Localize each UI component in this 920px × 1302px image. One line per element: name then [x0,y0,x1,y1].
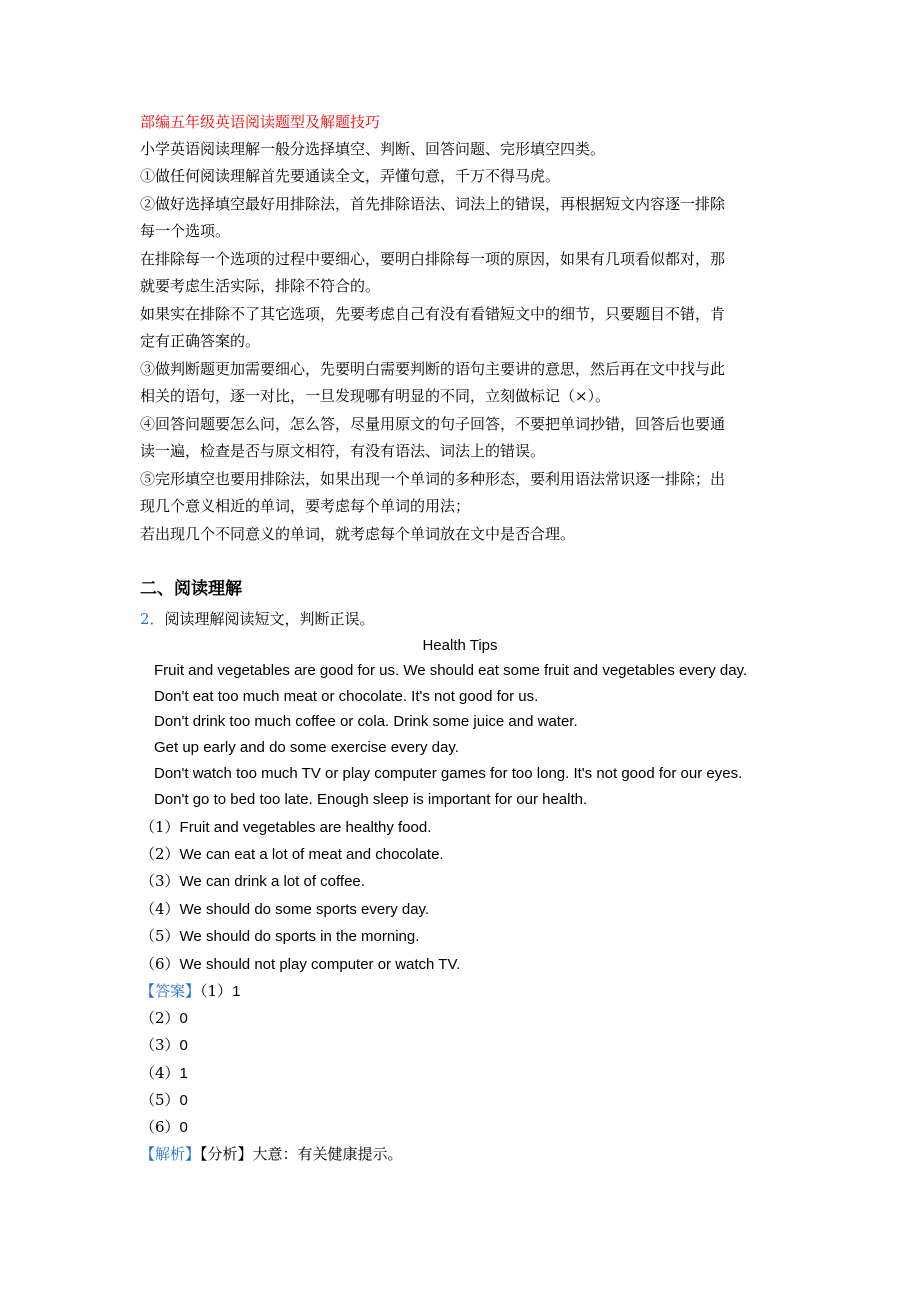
answer-line [140,1117,188,1138]
intro-line: 相关的语句，逐一对比，一旦发现哪有明显的不同，立刻做标记（×）。 [140,387,611,405]
answer-line [140,1090,188,1111]
analysis-label: 【解析】 [140,1145,201,1163]
statement-text: We should do some sports every day. [179,901,430,918]
statement-number: （6） [140,955,180,973]
passage-line: Get up early and do some exercise every day. [154,739,459,756]
answer-number: （4） [140,1064,180,1082]
answer-number: （1） [200,982,233,1000]
answer-line [140,981,240,1002]
intro-line: 若出现几个不同意义的单词，就考虑每个单词放在文中是否合理。 [140,525,576,543]
statement-number: （4） [140,900,180,918]
answer-number: （6） [140,1118,180,1136]
answer-line [140,1008,188,1029]
intro-line: ①做任何阅读理解首先要通读全文，弄懂句意，千万不得马虎。 [140,167,561,185]
intro-line: ③做判断题更加需要细心，先要明白需要判断的语句主要讲的意思，然后再在文中找与此 [140,360,726,378]
statement-number: （3） [140,872,180,890]
section-heading: 二、阅读理解 [140,579,242,599]
intro-line: 小学英语阅读理解一般分选择填空、判断、回答问题、完形填空四类。 [140,140,606,158]
intro-line: 定有正确答案的。 [140,332,261,350]
answer-value: 0 [179,1010,188,1027]
intro-line: ⑤完形填空也要用排除法，如果出现一个单词的多种形态，要利用语法常识逐一排除；出 [140,470,726,488]
answer-line [140,1035,188,1056]
intro-line: 在排除每一个选项的过程中要细心，要明白排除每一项的原因，如果有几项看似都对，那 [140,250,726,268]
answer-number: （5） [140,1091,180,1109]
statement-text: We should not play computer or watch TV. [179,956,461,973]
passage-title: Health Tips [422,637,498,654]
passage-line: Don't go to bed too late. Enough sleep is important for our health. [154,791,588,808]
answer-number: （3） [140,1036,180,1054]
statement-text: We should do sports in the morning. [179,928,420,945]
answer-value: 0 [179,1119,188,1136]
intro-line: ④回答问题要怎么问，怎么答，尽量用原文的句子回答，不要把单词抄错，回答后也要通 [140,415,726,433]
statement-text: We can drink a lot of coffee. [179,873,365,890]
passage-line: Fruit and vegetables are good for us. We should eat some fruit and vegetables every day. [154,662,748,679]
passage-line: Don't drink too much coffee or cola. Drink some juice and water. [154,713,578,730]
statement-item [140,954,460,975]
answer-value: 0 [179,1037,188,1054]
statement-number: （1） [140,818,180,836]
question-instruction: 阅读理解阅读短文，判断正误。 [164,610,375,628]
intro-line: 读一遍，检查是否与原文相符，有没有语法、词法上的错误。 [140,442,546,460]
statement-item [140,871,365,892]
statement-item [140,926,419,947]
intro-line: 就要考虑生活实际，排除不符合的。 [140,277,381,295]
intro-line: 现几个意义相近的单词，要考虑每个单词的用法； [140,497,471,515]
statement-item [140,817,431,838]
statement-number: （5） [140,927,180,945]
analysis-line [140,1144,403,1164]
question-line [140,609,375,629]
question-number: 2． [140,610,165,628]
statement-item [140,844,444,865]
intro-line: ②做好选择填空最好用排除法，首先排除语法、词法上的错误，再根据短文内容逐一排除 [140,195,726,213]
answer-value: 0 [179,1092,188,1109]
intro-line: 每一个选项。 [140,222,231,240]
answer-line [140,1063,188,1084]
passage-line: Don't watch too much TV or play computer games for too long. It's not good for our eyes. [154,765,743,782]
answer-value: 1 [179,1065,188,1082]
statement-item [140,899,429,920]
answer-value: 1 [232,983,241,1000]
intro-line: 如果实在排除不了其它选项，先要考虑自己有没有看错短文中的细节，只要题目不错，肯 [140,305,726,323]
statement-text: We can eat a lot of meat and chocolate. [179,846,444,863]
statement-number: （2） [140,845,180,863]
analysis-text: 【分析】大意：有关健康提示。 [200,1145,403,1163]
answer-number: （2） [140,1009,180,1027]
passage-line: Don't eat too much meat or chocolate. It's not good for us. [154,688,539,705]
doc-title: 部编五年级英语阅读题型及解题技巧 [140,113,381,131]
statement-text: Fruit and vegetables are healthy food. [179,819,432,836]
answer-label: 【答案】 [140,982,201,1000]
